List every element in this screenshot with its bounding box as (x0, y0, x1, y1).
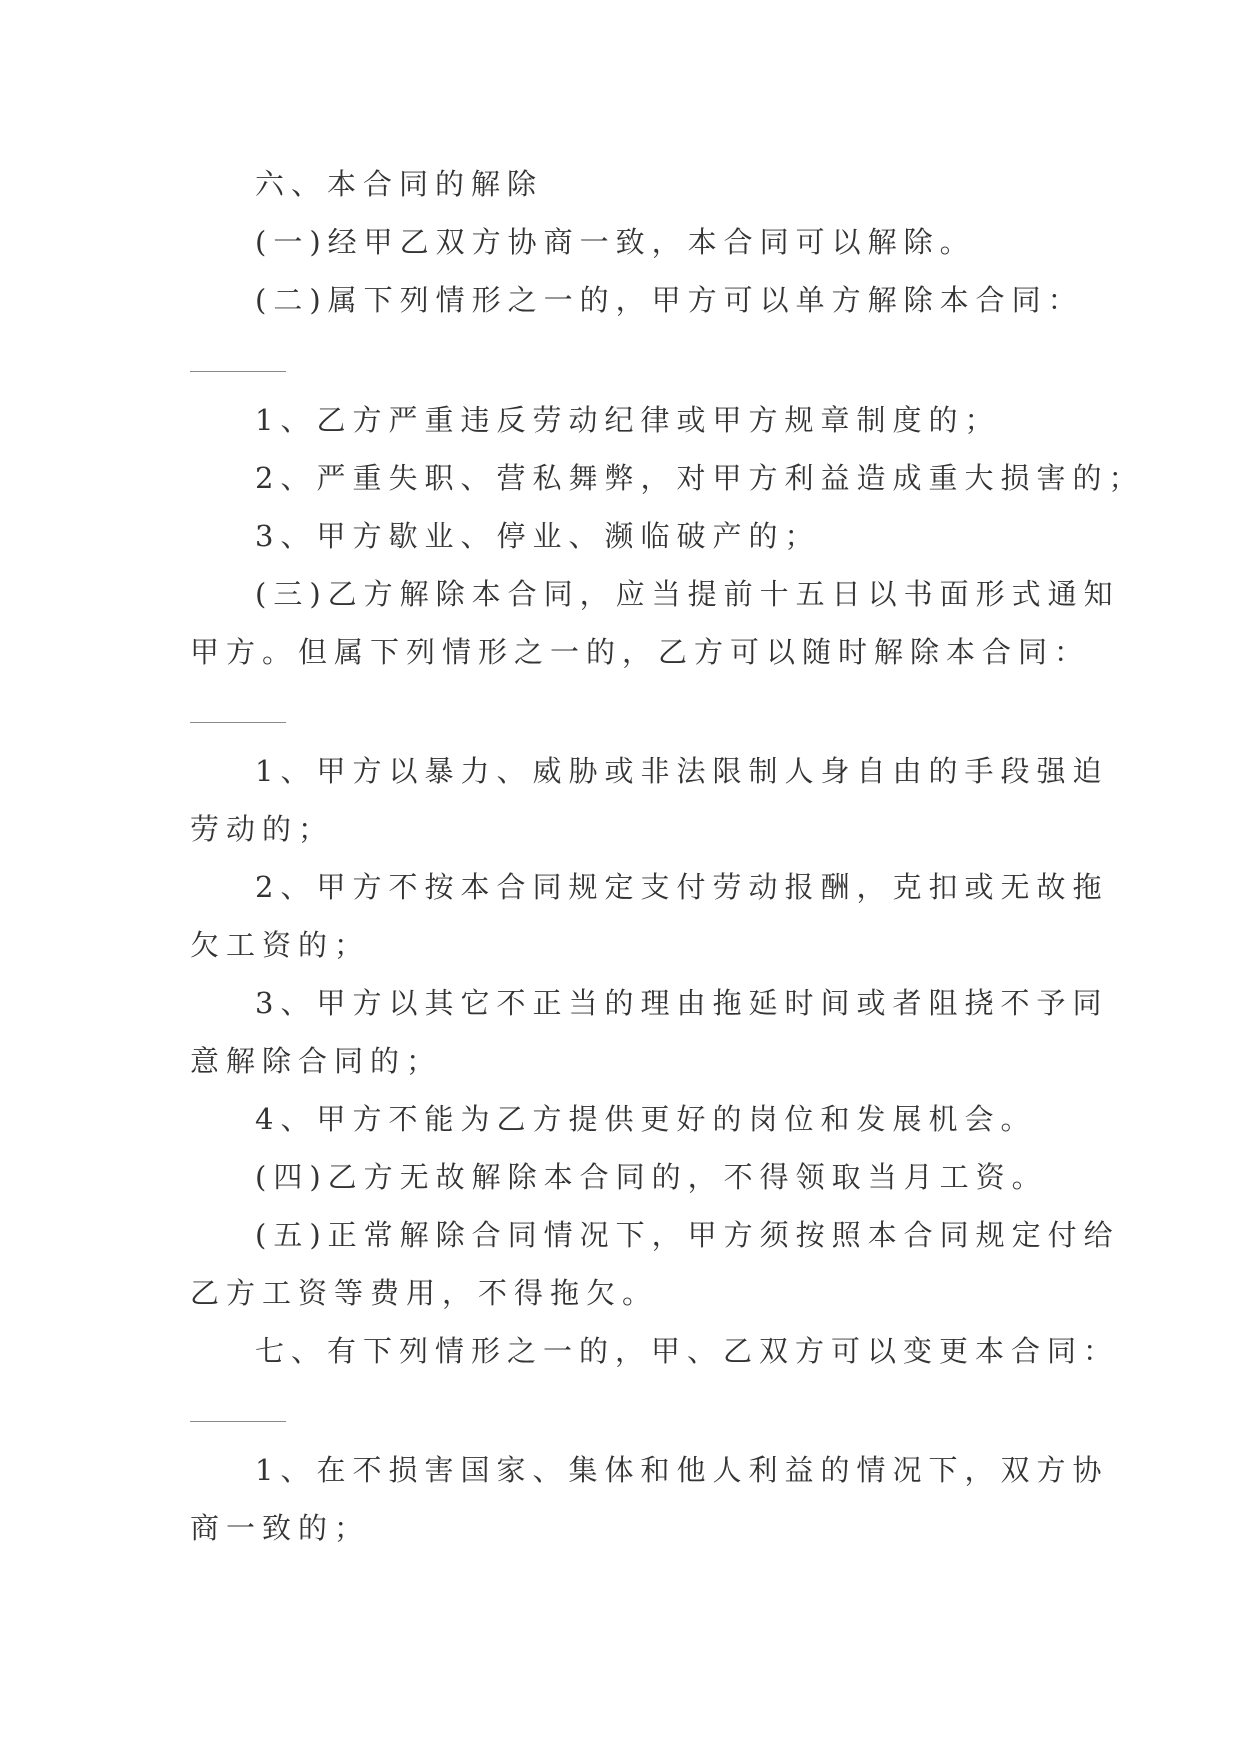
clause-6-3-line-1: (三)乙方解除本合同，应当提前十五日以书面形式通知 (255, 577, 1120, 611)
clause-6-3-item-1-line-2: 劳动的； (190, 812, 335, 846)
clause-7-item-1-line-2: 商一致的； (190, 1511, 371, 1545)
separator-line (190, 371, 286, 372)
clause-6-3-item-1-line-1: 1、甲方以暴力、威胁或非法限制人身自由的手段强迫 (255, 754, 1109, 788)
clause-7-item-1-line-1: 1、在不损害国家、集体和他人利益的情况下，双方协 (255, 1453, 1109, 1487)
clause-6-2-item-3: 3、甲方歇业、停业、濒临破产的； (255, 519, 821, 553)
clause-6-3-item-2-line-2: 欠工资的； (190, 928, 371, 962)
clause-6-2-item-1: 1、乙方严重违反劳动纪律或甲方规章制度的； (255, 403, 1001, 437)
section-7-heading: 七、有下列情形之一的，甲、乙双方可以变更本合同： (255, 1334, 1120, 1368)
clause-6-3-item-2-line-1: 2、甲方不按本合同规定支付劳动报酬，克扣或无故拖 (255, 870, 1109, 904)
clause-6-5-line-2: 乙方工资等费用，不得拖欠。 (190, 1276, 659, 1310)
clause-6-2: (二)属下列情形之一的，甲方可以单方解除本合同： (255, 283, 1084, 317)
clause-6-3-item-3-line-1: 3、甲方以其它不正当的理由拖延时间或者阻挠不予同 (255, 986, 1109, 1020)
clause-6-4: (四)乙方无故解除本合同的，不得领取当月工资。 (255, 1160, 1048, 1194)
clause-6-3-line-2: 甲方。但属下列情形之一的，乙方可以随时解除本合同： (190, 635, 1091, 669)
clause-6-2-item-2: 2、严重失职、营私舞弊，对甲方利益造成重大损害的； (255, 461, 1145, 495)
clause-6-1: (一)经甲乙双方协商一致，本合同可以解除。 (255, 225, 976, 259)
section-6-heading: 六、本合同的解除 (255, 167, 544, 201)
separator-line (190, 1421, 286, 1422)
clause-6-3-item-4: 4、甲方不能为乙方提供更好的岗位和发展机会。 (255, 1102, 1037, 1136)
clause-6-5-line-1: (五)正常解除合同情况下，甲方须按照本合同规定付给 (255, 1218, 1120, 1252)
separator-line (190, 722, 286, 723)
clause-6-3-item-3-line-2: 意解除合同的； (190, 1044, 443, 1078)
